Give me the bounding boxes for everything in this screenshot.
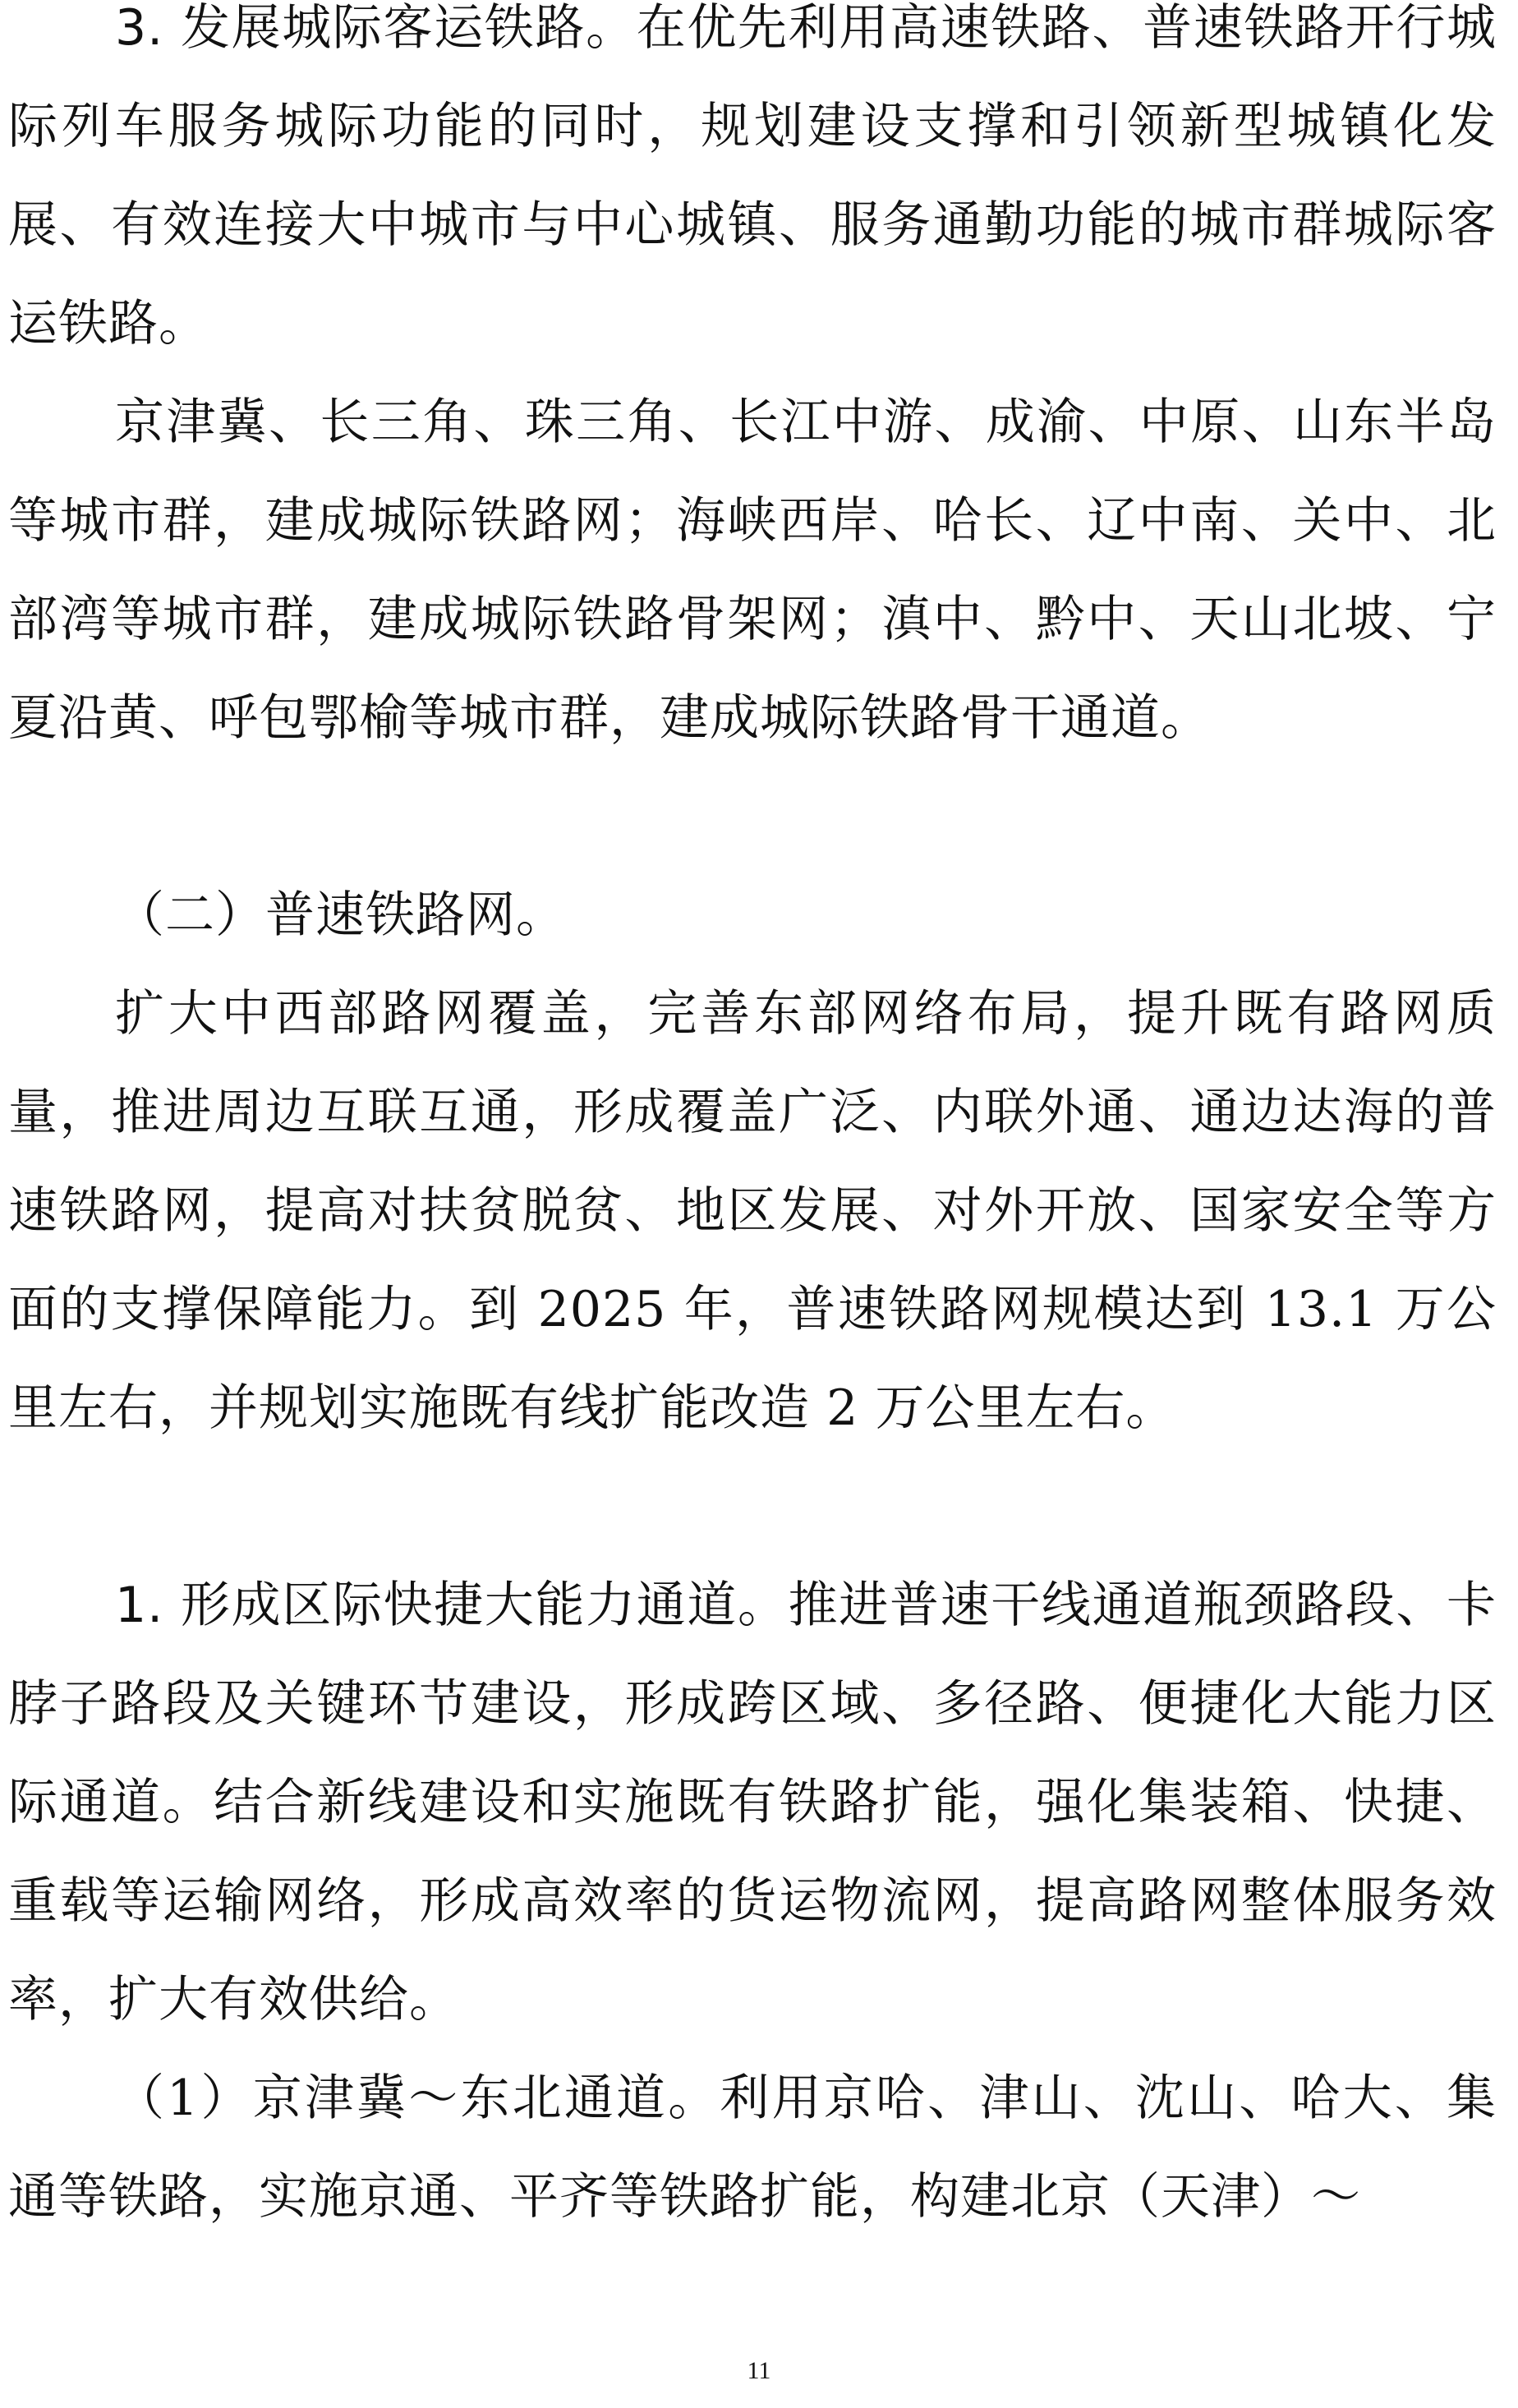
section-heading-interregional: 1. 形成区际快捷大能力通道。 xyxy=(115,1577,789,1634)
subsection-heading: （1）京津冀～东北通道。 xyxy=(115,2070,720,2127)
paragraph-conventional-rail: 扩大中西部路网覆盖，完善东部网络布局，提升既有路网质量，推进周边互联互通，形成覆盖广泛、内联外通、通边达海的普速铁路网，提高对扶贫脱贫、地区发展、对外开放、国家安全等方面的支撑保障能力。到 2025 年，普速铁路网规模达到 13.1 万公里左右，并规划实施既有线扩能改造 2 万公里左右。 xyxy=(8,985,1497,1437)
paragraph-text: 利用京哈、津山、沈山、哈大、集通等铁路，实施京通、平齐等铁路扩能，构建北京（天津）～ xyxy=(8,2070,1497,2226)
paragraph-text: 推进普速干线通道瓶颈路段、卡脖子路段及关键环节建设，形成跨区域、多径路、便捷化大能力区际通道。结合新线建设和实施既有铁路扩能，强化集装箱、快捷、重载等运输网络，形成高效率的货运物流网，提高路网整体服务效率，扩大有效供给。 xyxy=(8,1577,1497,2028)
section-heading-conventional-rail: （二）普速铁路网。 xyxy=(115,886,566,944)
paragraph-text: 在优先利用高速铁路、普速铁路开行城际列车服务城际功能的同时，规划建设支撑和引领新型城镇化发展、有效连接大中城市与中心城镇、服务通勤功能的城市群城际客运铁路。 xyxy=(8,0,1497,352)
paragraph-jingjinji-northeast xyxy=(8,2049,1497,2246)
page-number: 11 xyxy=(747,2357,771,2384)
paragraph-intercity-railway xyxy=(8,0,1497,373)
paragraph-interregional-channels xyxy=(8,1556,1497,2049)
paragraph-city-clusters: 京津冀、长三角、珠三角、长江中游、成渝、中原、山东半岛等城市群，建成城际铁路网；海峡西岸、哈长、辽中南、关中、北部湾等城市群，建成城际铁路骨架网；滇中、黔中、天山北坡、宁夏沿黄、呼包鄂榆等城市群，建成城际铁路骨干通道。 xyxy=(8,394,1497,747)
section-heading-intercity: 3. 发展城际客运铁路。 xyxy=(115,0,637,57)
